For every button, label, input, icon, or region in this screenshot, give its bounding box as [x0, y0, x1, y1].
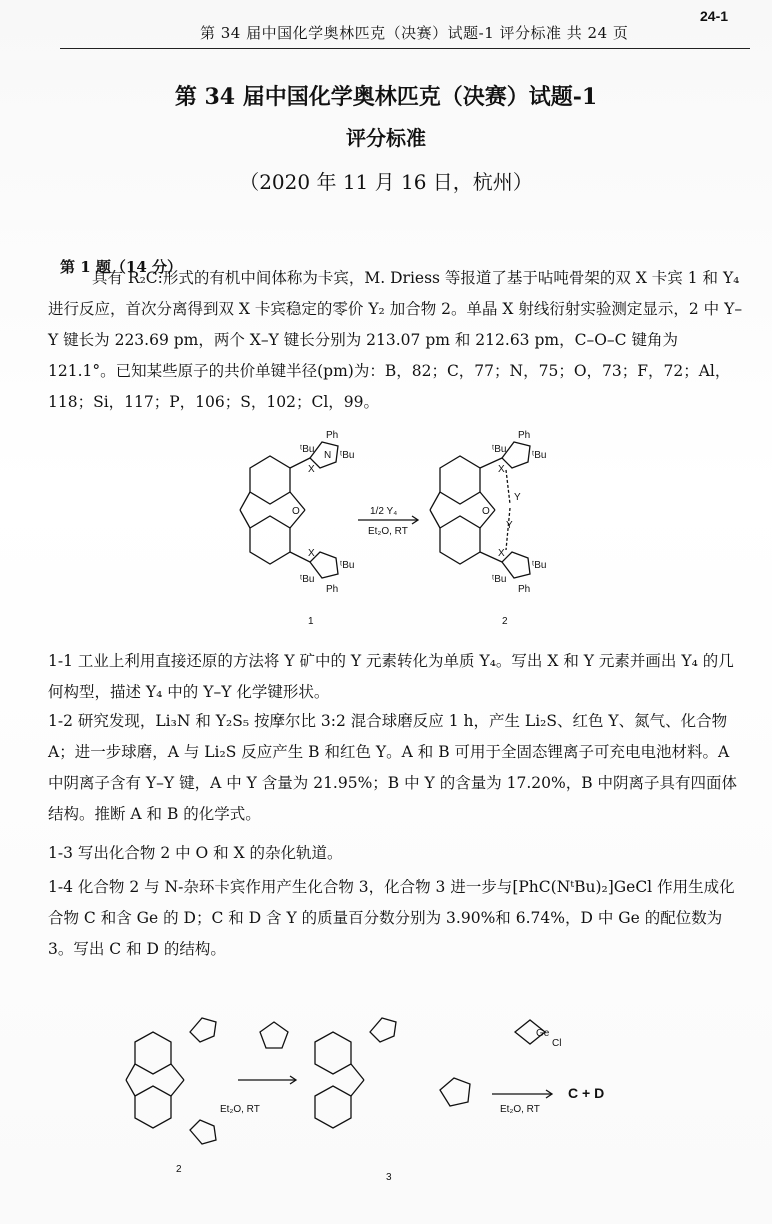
o-atom-label: O	[482, 506, 490, 517]
y-atom-label: Y	[506, 520, 513, 531]
question-intro: 具有 R₂C:形式的有机中间体称为卡宾，M. Driess 等报道了基于呫吨骨架的双 X 卡宾 1 和 Y₄ 进行反应，首次分离得到双 X 卡宾稳定的零价 Y₂ 加合物 2。单晶 X 射线衍射实验测定显示，2 中 Y–Y 键长为 223.69 pm，两个 X–Y 键长分别为 213.07 pm 和 212.63 pm，C–O–C 键角为 121.1°。已知某些原子的共价单键半径(pm)为：B，82；C，77；N，75；O，73；F，72；Al，118；Si，117；P，106；S，102；Cl，99。	[48, 269, 743, 411]
page-number: 24-1	[700, 8, 729, 24]
reagent-bottom: Et₂O, RT	[220, 1104, 260, 1115]
running-header: 第 34 届中国化学奥林匹克（决赛）试题-1 评分标准 共 24 页	[200, 24, 629, 42]
question-heading: 第 1 题（14 分）	[60, 258, 182, 276]
x-atom-label: X	[308, 464, 315, 475]
reaction-scheme-1	[230, 428, 570, 628]
o-atom-label: O	[292, 506, 300, 517]
y-atom-label: Y	[514, 492, 521, 503]
header-rule	[60, 48, 750, 49]
subquestion-1-1: 1-1 工业上利用直接还原的方法将 Y 矿中的 Y 元素转化为单质 Y₄。写出 X 和 Y 元素并画出 Y₄ 的几何构型，描述 Y₄ 中的 Y–Y 化学键形状。	[48, 652, 734, 701]
tbu-label: ᵗBu	[300, 444, 315, 455]
tbu-label: ᵗBu	[340, 450, 355, 461]
ph-label: Ph	[326, 584, 339, 595]
reagent-top: 1/2 Y₄	[370, 506, 398, 517]
subquestion-1-4: 1-4 化合物 2 与 N-杂环卡宾作用产生化合物 3，化合物 3 进一步与[PhC(NᵗBu)₂]GeCl 作用生成化合物 C 和含 Ge 的 D；C 和 D 含 Y 的质量百分数分别为 3.90%和 6.74%，D 中 Ge 的配位数为 3。写出 C 和 D 的结构。	[48, 878, 735, 958]
reagent-bottom: Et₂O, RT	[368, 526, 408, 537]
n-atom-label: N	[324, 450, 332, 461]
ph-label: Ph	[518, 430, 531, 441]
compound-label-3: 3	[386, 1172, 392, 1183]
tbu-label: ᵗBu	[532, 560, 547, 571]
x-atom-label: X	[498, 548, 505, 559]
subquestion-1-3: 1-3 写出化合物 2 中 O 和 X 的杂化轨道。	[48, 844, 343, 862]
tbu-label: ᵗBu	[340, 560, 355, 571]
compound-label-2: 2	[176, 1164, 182, 1175]
ge-atom-label: Ge	[536, 1028, 550, 1039]
subquestion-1-2: 1-2 研究发现，Li₃N 和 Y₂S₅ 按摩尔比 3:2 混合球磨反应 1 h，产生 Li₂S、红色 Y、氮气、化合物 A；进一步球磨，A 与 Li₂S 反应产生 B 和红色 Y。A 和 B 可用于全固态锂离子可充电电池材料。A 中阴离子含有 Y–Y 键，A 中 Y 含量为 21.95%；B 中 Y 的含量为 17.20%，B 中阴离子具有四面体结构。推断 A 和 B 的化学式。	[48, 712, 738, 823]
ph-label: Ph	[518, 584, 531, 595]
compound-label-1: 1	[308, 616, 314, 627]
compound-label-2: 2	[502, 616, 508, 627]
product-label: C + D	[568, 1085, 605, 1101]
ph-label: Ph	[326, 430, 339, 441]
x-atom-label: X	[498, 464, 505, 475]
reagent-bottom: Et₂O, RT	[500, 1104, 540, 1115]
exam-title: 第 34 届中国化学奥林匹克（决赛）试题-1	[174, 84, 598, 110]
tbu-label: ᵗBu	[492, 574, 507, 585]
cl-atom-label: Cl	[552, 1038, 562, 1049]
reaction-scheme-2	[120, 1002, 640, 1192]
x-atom-label: X	[308, 548, 315, 559]
exam-subtitle: 评分标准	[346, 126, 426, 150]
tbu-label: ᵗBu	[300, 574, 315, 585]
exam-date-place: （2020 年 11 月 16 日，杭州）	[239, 170, 533, 194]
tbu-label: ᵗBu	[532, 450, 547, 461]
tbu-label: ᵗBu	[492, 444, 507, 455]
